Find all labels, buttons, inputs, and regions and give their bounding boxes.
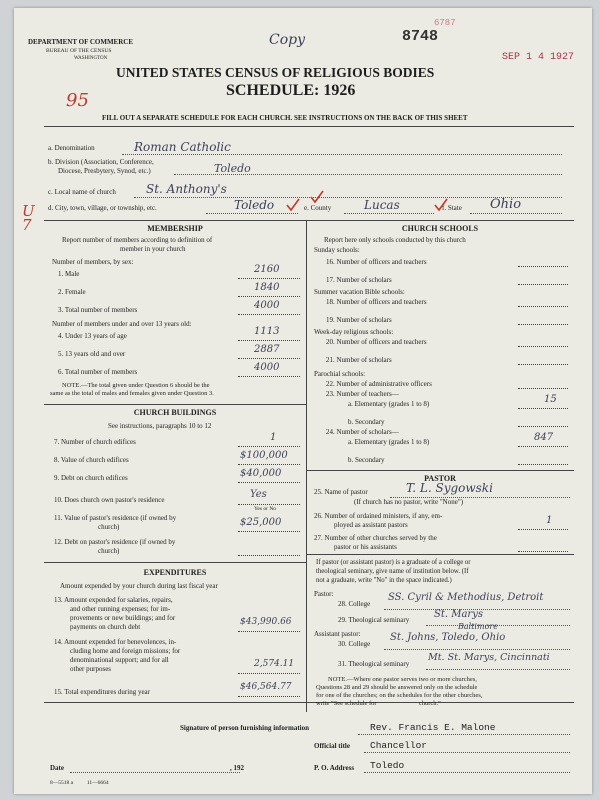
q29-seminary-value: St. Marys [434,609,483,620]
official-title-value: Chancellor [370,740,428,751]
pastor-note-2: Questions 28 and 29 should be answered only on the schedule [316,684,478,691]
assistant-pastor-sublabel: Assistant pastor: [314,630,361,638]
by-age-label: Number of members under and over 13 years old: [52,320,192,328]
q6-label: 6. Total number of members [58,368,138,376]
denomination-value: Roman Catholic [134,140,231,154]
schools-intro: Report here only schools conducted by this church [324,236,466,244]
q26-label-2: ployed as assistant pastors [334,521,408,529]
q2-label: 2. Female [58,288,86,296]
buildings-intro: See instructions, paragraphs 10 to 12 [108,422,212,430]
city-label: WASHINGTON [74,56,108,61]
summer-schools-label: Summer vacation Bible schools: [314,288,405,296]
division-value: Toledo [214,162,251,175]
q2-female-value: 1840 [254,282,280,293]
expenditures-intro: Amount expended by your church during last fiscal year [60,582,218,590]
city-label-field: d. City, town, village, or township, etc. [48,204,157,212]
q15-value: $46,564.77 [240,682,292,692]
q14-label-2: cluding home and foreign missions; for [70,647,181,655]
q15-label: 15. Total expenditures during year [54,688,150,696]
q30-label: 30. College [338,640,371,648]
parochial-schools-label: Parochial schools: [314,370,366,378]
q5-over13-value: 2887 [254,344,280,355]
division-label: b. Division (Association, Conference, [48,158,154,166]
q4-label: 4. Under 13 years of age [58,332,127,340]
q25-pastor-name: T. L. Sygowski [406,481,493,495]
signature-value: Rev. Francis E. Malone [370,722,496,733]
membership-note-1: NOTE.—The total given under Question 6 should be the [62,382,210,389]
census-schedule-form [14,8,592,794]
q28-label: 28. College [338,600,371,608]
q8-value: $100,000 [240,450,288,461]
q18-label: 18. Number of officers and teachers [326,298,427,306]
buildings-heading: CHURCH BUILDINGS [133,408,217,417]
q19-label: 19. Number of scholars [326,316,392,324]
seminary-location-note: Baltimore [458,622,498,631]
graduate-instruction-3: not a graduate, write "No" in the space indicated.) [316,577,452,584]
weekday-schools-label: Week-day religious schools: [314,328,394,336]
pastor-note-1: NOTE.—Where one pastor serves two or more churches, [328,676,477,683]
q11-label-2: church) [98,523,120,531]
q10-label: 10. Does church own pastor's residence [54,496,165,504]
q27-label-2: pastor or his assistants [334,543,397,551]
copy-note: Copy [269,32,306,48]
membership-intro-2: member in your church [120,245,186,253]
form-code: 8—5518 a 11—6664 [50,780,109,786]
form-title: UNITED STATES CENSUS OF RELIGIOUS BODIES [116,65,435,80]
q17-label: 17. Number of scholars [326,276,392,284]
expenditures-heading: EXPENDITURES [143,568,207,577]
q16-label: 16. Number of officers and teachers [326,258,427,266]
pastor-note-4: write "See schedule for church." [316,700,441,707]
q4-under13-value: 1113 [254,326,280,337]
yes-no-hint: Yes or No [254,506,277,512]
pastor-heading: PASTOR [424,474,456,483]
q12-label: 12. Debt on pastor's residence (if owned by [54,538,176,546]
church-name-label: c. Local name of church [48,188,116,196]
state-value: Ohio [490,197,522,212]
q6-total-value: 4000 [254,362,280,373]
q23-label: 23. Number of teachers— [326,390,399,398]
q3-total-value: 4000 [254,300,280,311]
graduate-instruction-1: If pastor (or assistant pastor) is a graduate of a college or [316,559,471,566]
q24b-label: b. Secondary [348,456,385,464]
q23a-label: a. Elementary (grades 1 to 8) [348,400,430,408]
q12-label-2: church) [98,547,120,555]
denomination-label: a. Denomination [48,144,95,152]
q13-label-4: payments on church debt [70,623,141,631]
county-value: Lucas [364,198,400,212]
city-value: Toledo [234,198,275,212]
q23b-label: b. Secondary [348,418,385,426]
q3-label: 3. Total number of members [58,306,138,314]
membership-intro-1: Report number of members according to definition of [62,236,213,244]
form-number: 8748 [402,28,439,45]
department-label: DEPARTMENT OF COMMERCE [28,38,134,46]
page-mark: 95 [66,90,89,111]
q26-value: 1 [546,515,553,526]
state-label: f. State [442,204,462,212]
margin-mark: U 7 [22,202,35,234]
form-top-number: 6787 [434,18,456,28]
church-name-value: St. Anthony's [146,182,227,196]
q9-value: $40,000 [240,468,282,479]
q30-college-value: St. Johns, Toledo, Ohio [390,632,506,643]
date-label: Date [50,764,64,772]
check-mark-icon [310,190,324,204]
q25-hint: (If church has no pastor, write "None") [354,498,464,506]
q27-label: 27. Number of other churches served by the [314,534,437,542]
q28-college-value: SS. Cyril & Methodius, Detroit [388,592,544,603]
q13-value: $43,990.66 [240,617,292,627]
q24-label: 24. Number of scholars— [326,428,399,436]
bureau-label: BUREAU OF THE CENSUS [46,48,112,54]
q21-label: 21. Number of scholars [326,356,392,364]
membership-heading: MEMBERSHIP [147,224,203,233]
received-date-stamp: SEP 1 4 1927 [502,52,575,63]
q14-label-3: denominational support; and for all [70,656,169,664]
graduate-instruction-2: theological seminary, give name of institution below. (If [316,568,469,575]
by-sex-label: Number of members, by sex: [52,258,134,266]
q13-label-3: provements or new buildings; and for [70,614,176,622]
sunday-schools-label: Sunday schools: [314,246,360,254]
county-label: e. County [304,204,332,212]
check-mark-icon [286,198,300,212]
membership-note-2: same as the total of males and females given under Question 3. [50,390,214,397]
pastor-note-3: for one of the churches; on the schedules for the other churches, [316,692,483,699]
q20-label: 20. Number of officers and teachers [326,338,427,346]
q14-value: 2,574.11 [254,659,295,669]
q14-label: 14. Amount expended for benevolences, in- [54,638,177,646]
q13-label: 13. Amount expended for salaries, repairs, [54,596,173,604]
q9-label: 9. Debt on church edifices [54,474,128,482]
division-label-2: Diocese, Presbytery, Synod, etc.) [58,167,151,175]
q1-label: 1. Male [58,270,80,278]
q10-value: Yes [250,489,267,500]
q22-label: 22. Number of administrative officers [326,380,432,388]
q11-value: $25,000 [240,517,282,528]
date-year: , 192 [230,764,244,772]
q5-label: 5. 13 years old and over [58,350,126,358]
check-mark-icon [434,198,448,212]
q1-male-value: 2160 [254,264,280,275]
q23a-value: 15 [544,394,557,405]
schedule-title: SCHEDULE: 1926 [226,82,356,99]
q11-label: 11. Value of pastor's residence (if owned by [54,514,177,522]
official-title-label: Official title [314,742,350,750]
pastor-sublabel: Pastor: [314,590,334,598]
q31-label: 31. Theological seminary [338,660,410,668]
q14-label-4: other purposes [70,665,112,673]
q29-label: 29. Theological seminary [338,616,410,624]
po-address-value: Toledo [370,760,405,771]
po-address-label: P. O. Address [314,764,355,772]
instructions-line: FILL OUT A SEPARATE SCHEDULE FOR EACH CHURCH. SEE INSTRUCTIONS ON THE BACK OF THIS SHEET [102,114,468,122]
q25-label: 25. Name of pastor [314,488,368,496]
q31-seminary-value: Mt. St. Marys, Cincinnati [428,652,550,663]
q7-value: 1 [270,432,277,443]
q8-label: 8. Value of church edifices [54,456,129,464]
signature-label: Signature of person furnishing information [180,724,309,732]
schools-heading: CHURCH SCHOOLS [401,224,479,233]
q7-label: 7. Number of church edifices [54,438,136,446]
q26-label: 26. Number of ordained ministers, if any, em- [314,512,443,520]
q24a-value: 847 [534,432,554,443]
q13-label-2: and other running expenses; for im- [70,605,171,613]
q24a-label: a. Elementary (grades 1 to 8) [348,438,430,446]
